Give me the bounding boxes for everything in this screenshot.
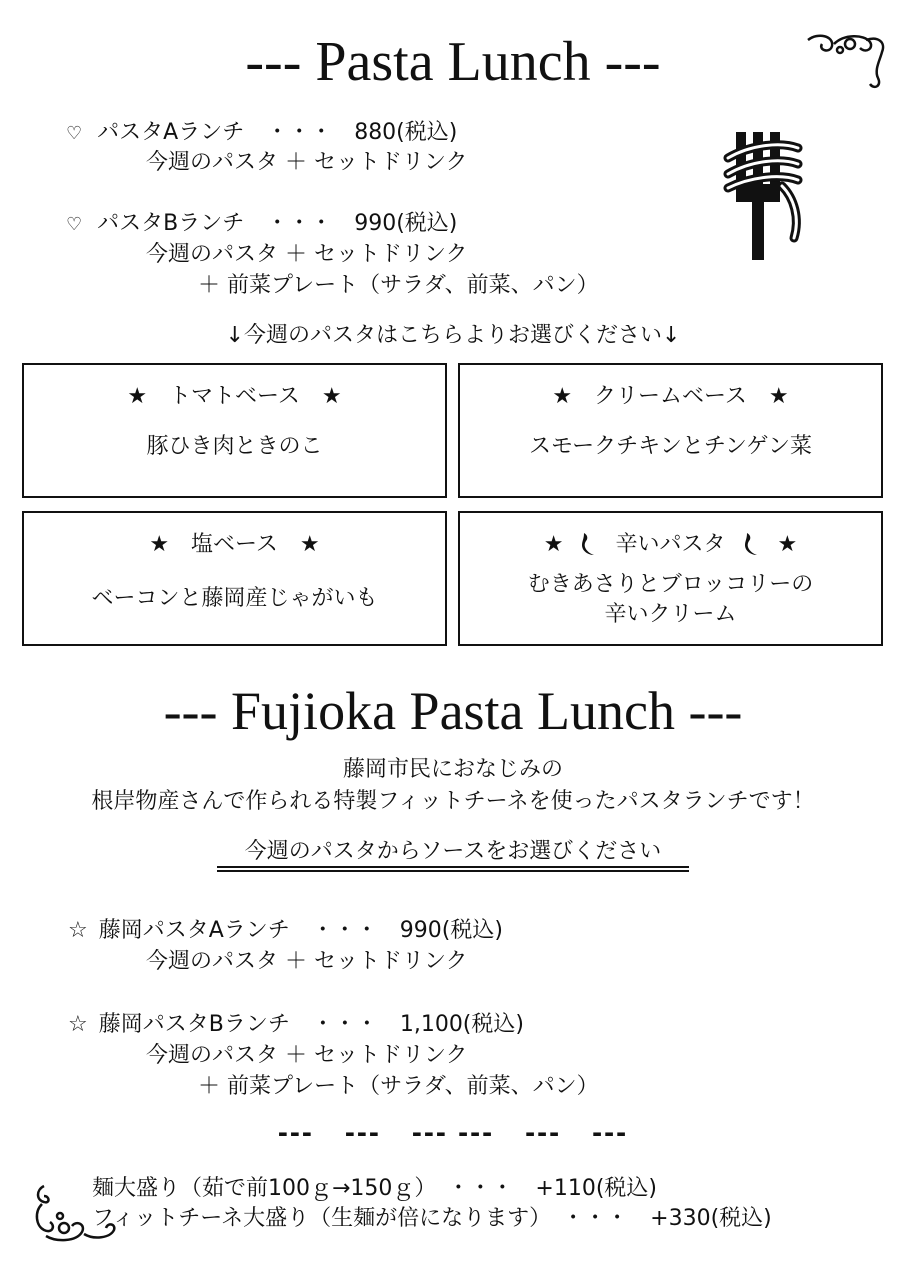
menu-item-label: パスタAランチ ・・・ 880(税込) <box>97 120 458 145</box>
menu-item-sub: 今週のパスタ ＋ セットドリンク <box>146 242 468 267</box>
chili-pepper-icon <box>580 531 598 557</box>
chili-pepper-icon <box>743 531 761 557</box>
choose-note: ↓今週のパスタはこちらよりお選びください↓ <box>225 323 681 348</box>
menu-item-sub: 今週のパスタ ＋ セットドリンク <box>146 1043 468 1068</box>
menu-item-sub: ＋ 前菜プレート（サラダ、前菜、パン） <box>198 273 599 298</box>
separator: --- --- --- --- --- --- <box>277 1116 629 1149</box>
heart-marker-icon: ♡ <box>66 214 83 235</box>
menu-item-pasta-b <box>66 206 457 237</box>
option-desc: 辛いクリーム <box>604 602 737 627</box>
option-desc: スモークチキンとチンゲン菜 <box>529 434 812 459</box>
option-box-spicy <box>458 511 883 646</box>
menu-item-sub: 今週のパスタ ＋ セットドリンク <box>146 150 468 175</box>
option-desc: ベーコンと藤岡産じゃがいも <box>91 586 378 611</box>
menu-item-label: パスタBランチ ・・・ 990(税込) <box>97 211 458 236</box>
fork-pasta-icon <box>722 128 806 260</box>
menu-item-pasta-a <box>66 115 457 146</box>
option-desc: むきあさりとブロッコリーの <box>527 572 814 597</box>
double-underline <box>217 866 689 872</box>
option-title: ★ トマトベース ★ <box>127 384 342 409</box>
menu-item-label: 藤岡パスタBランチ ・・・ 1,100(税込) <box>98 1012 524 1037</box>
extra-item: フィットチーネ大盛り（生麺が倍になります） ・・・ +330(税込) <box>92 1206 772 1231</box>
heart-marker-icon: ♡ <box>66 123 83 144</box>
section-title: --- Fujioka Pasta Lunch --- <box>163 681 743 741</box>
option-box-cream <box>458 363 883 498</box>
page-title: --- Pasta Lunch --- <box>245 31 661 93</box>
star-marker-icon: ☆ <box>68 918 88 943</box>
menu-item-fujioka-a <box>68 913 503 944</box>
intro-line: 根岸物産さんで作られる特製フィットチーネを使ったパスタランチです！ <box>91 789 815 814</box>
option-title: ★ 辛いパスタ ★ <box>543 532 798 557</box>
option-box-tomato <box>22 363 447 498</box>
sauce-note: 今週のパスタからソースをお選びください <box>244 839 662 864</box>
option-desc: 豚ひき肉ときのこ <box>146 434 323 459</box>
intro-line: 藤岡市民におなじみの <box>342 757 563 782</box>
option-title: ★ クリームベース ★ <box>552 384 789 409</box>
menu-item-label: 藤岡パスタAランチ ・・・ 990(税込) <box>98 918 503 943</box>
star-marker-icon: ☆ <box>68 1012 88 1037</box>
option-box-salt <box>22 511 447 646</box>
option-title: ★ 塩ベース ★ <box>149 532 320 557</box>
menu-item-sub: 今週のパスタ ＋ セットドリンク <box>146 949 468 974</box>
extra-item: 麺大盛り（茹で前100ｇ→150ｇ） ・・・ +110(税込) <box>92 1176 658 1201</box>
menu-item-fujioka-b <box>68 1007 524 1038</box>
menu-item-sub: ＋ 前菜プレート（サラダ、前菜、パン） <box>198 1074 599 1099</box>
